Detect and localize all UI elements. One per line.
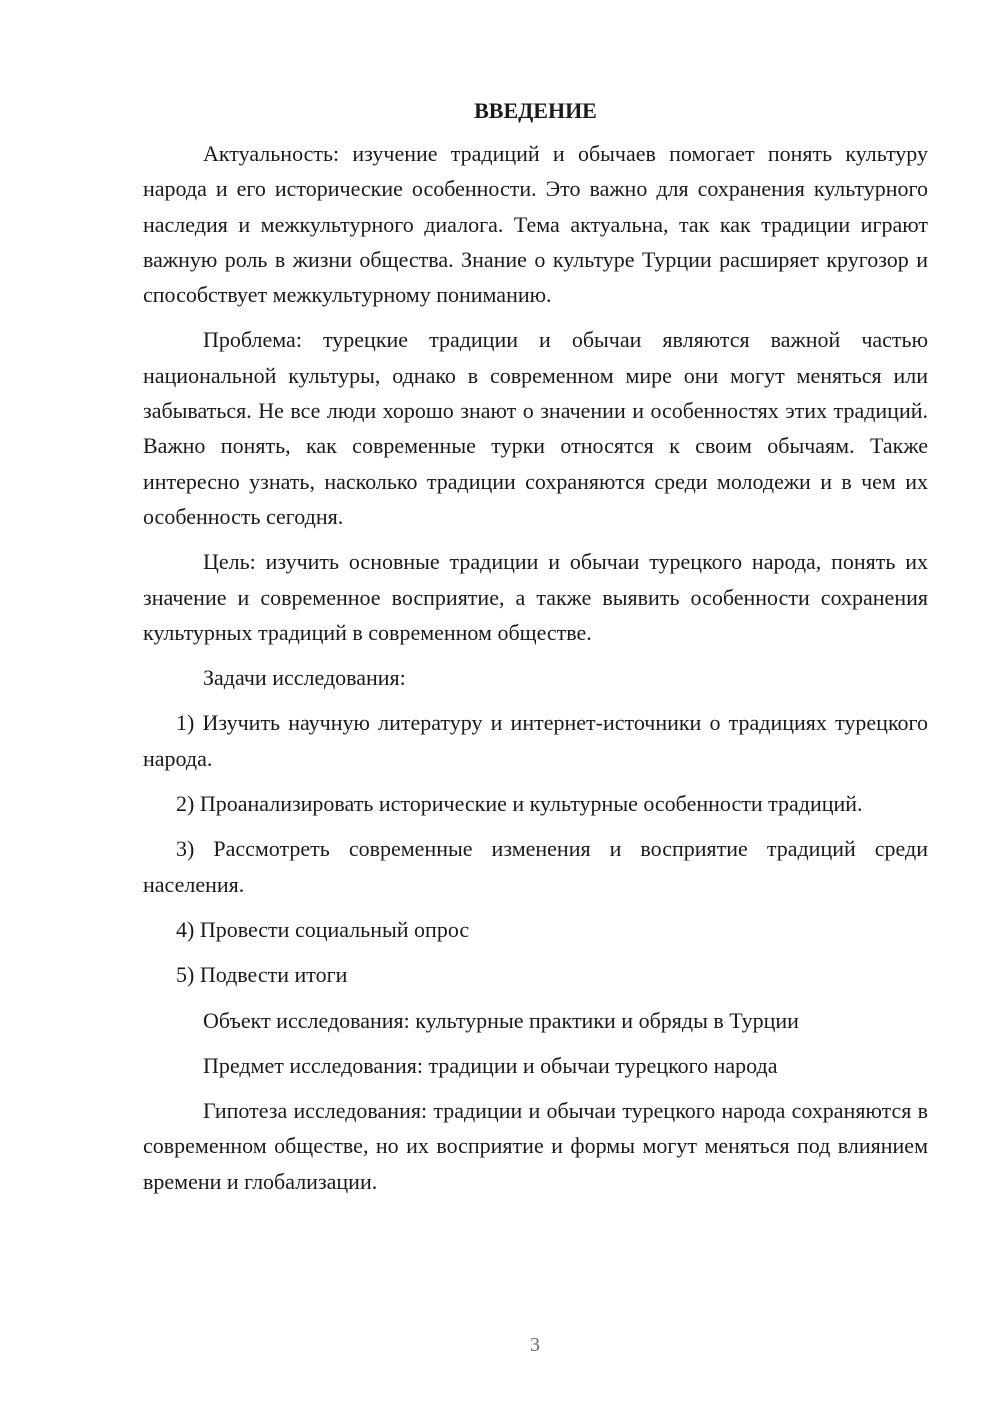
- task-item: 2) Проанализировать исторические и культурные особенности традиций.: [176, 791, 863, 817]
- paragraph-problem: Проблема: турецкие традиции и обычаи являются важной частью национальной культуры, однако в современном мире они могут меняться или забываться. Не все люди хорошо знают о значении и особенностях этих традиций. Важно понять, как современные турки относятся к своим обычаям. Также интересно узнать, насколько традиции сохраняются среди молодежи и в чем их особенность сегодня.: [143, 327, 928, 529]
- task-item: 5) Подвести итоги: [176, 962, 348, 988]
- document-page: [143, 96, 928, 1199]
- tasks-heading: Задачи исследования:: [203, 665, 406, 691]
- research-subject: Предмет исследования: традиции и обычаи турецкого народа: [203, 1052, 778, 1078]
- paragraph-goal: Цель: изучить основные традиции и обычаи турецкого народа, понять их значение и современное восприятие, а также выявить особенности сохранения культурных традиций в современном обществе.: [143, 549, 928, 645]
- research-object: Объект исследования: культурные практики и обряды в Турции: [203, 1007, 799, 1033]
- task-item: 3) Рассмотреть современные изменения и восприятие традиций среди населения.: [143, 836, 928, 897]
- page-number: 3: [530, 1334, 540, 1356]
- task-item: 1) Изучить научную литературу и интернет-источники о традициях турецкого народа.: [143, 710, 928, 771]
- paragraph-relevance: Актуальность: изучение традиций и обычаев помогает понять культуру народа и его исторические особенности. Это важно для сохранения культурного наследия и межкультурного диалога. Тема актуальна, так как традиции играют важную роль в жизни общества. Знание о культуре Турции расширяет кругозор и способствует межкультурному пониманию.: [143, 141, 928, 308]
- research-hypothesis: Гипотеза исследования: традиции и обычаи турецкого народа сохраняются в современном обществе, но их восприятие и формы могут меняться под влиянием времени и глобализации.: [143, 1098, 928, 1194]
- task-item: 4) Провести социальный опрос: [176, 916, 470, 942]
- section-heading: ВВЕДЕНИЕ: [474, 98, 597, 123]
